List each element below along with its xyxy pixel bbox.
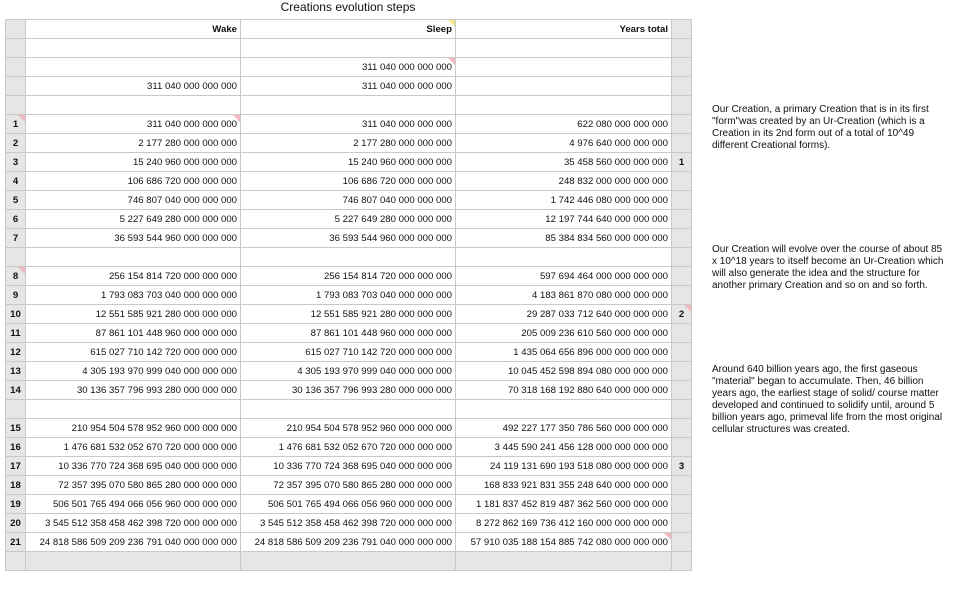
years-total-cell[interactable]: 248 832 000 000 000 000 [456,172,672,191]
years-total-cell[interactable]: 1 435 064 656 896 000 000 000 000 [456,343,672,362]
group-marker-cell[interactable] [672,476,692,495]
group-marker-cell[interactable] [672,495,692,514]
group-marker-cell[interactable] [672,191,692,210]
years-total-cell[interactable]: 70 318 168 192 880 640 000 000 000 [456,381,672,400]
footer-cell [456,552,672,571]
group-marker-cell[interactable] [672,115,692,134]
table-row [6,58,692,77]
group-marker-cell[interactable] [672,286,692,305]
years-total-cell[interactable]: 168 833 921 831 355 248 640 000 000 000 [456,476,672,495]
wake-cell[interactable]: 506 501 765 494 066 056 960 000 000 000 [26,495,241,514]
group-marker-cell[interactable]: 1 [672,153,692,172]
years-total-cell[interactable]: 1 181 837 452 819 487 362 560 000 000 000 [456,495,672,514]
sleep-cell[interactable]: 311 040 000 000 000 [241,77,456,96]
years-total-cell[interactable]: 3 445 590 241 456 128 000 000 000 000 [456,438,672,457]
years-total-cell[interactable]: 205 009 236 610 560 000 000 000 [456,324,672,343]
row-number-cell[interactable]: 8 [6,267,26,286]
wake-cell[interactable]: 746 807 040 000 000 000 [26,191,241,210]
group-marker-cell[interactable] [672,77,692,96]
row-number-cell[interactable]: 14 [6,381,26,400]
years-total-cell[interactable] [456,96,672,115]
years-total-cell[interactable]: 4 976 640 000 000 000 [456,134,672,153]
row-number-cell[interactable] [6,39,26,58]
row-number-cell[interactable]: 1 [6,115,26,134]
table-row [6,77,692,96]
years-total-cell[interactable]: 4 183 861 870 080 000 000 000 [456,286,672,305]
group-marker-cell[interactable] [672,210,692,229]
row-number-cell[interactable] [6,77,26,96]
years-total-cell[interactable]: 622 080 000 000 000 [456,115,672,134]
sleep-cell[interactable]: 4 305 193 970 999 040 000 000 000 [241,362,456,381]
row-number-cell[interactable]: 19 [6,495,26,514]
years-total-cell[interactable]: 8 272 862 169 736 412 160 000 000 000 000 [456,514,672,533]
sleep-cell[interactable] [241,248,456,267]
years-total-cell[interactable]: 12 197 744 640 000 000 000 [456,210,672,229]
table-row [6,191,692,210]
sleep-cell[interactable]: 72 357 395 070 580 865 280 000 000 000 [241,476,456,495]
wake-cell[interactable] [26,248,241,267]
wake-cell[interactable]: 210 954 504 578 952 960 000 000 000 [26,419,241,438]
wake-cell[interactable]: 106 686 720 000 000 000 [26,172,241,191]
group-marker-cell[interactable] [672,229,692,248]
row-number-cell[interactable]: 4 [6,172,26,191]
years-total-cell[interactable] [456,248,672,267]
table-row [6,381,692,400]
table-row [6,248,692,267]
note-material-history: Around 640 billion years ago, the first gaseous "material" began to accumulate. Then, 46 billion years ago, the earliest stage of solid/ course matter developed and continued to solidify until, around 5 billion years ago, primeval life from the most original cellular structures was created. [712,364,943,435]
years-total-cell[interactable] [456,58,672,77]
sleep-cell[interactable]: 12 551 585 921 280 000 000 000 [241,305,456,324]
wake-cell[interactable]: 15 240 960 000 000 000 [26,153,241,172]
group-marker-cell[interactable] [672,343,692,362]
sleep-cell[interactable]: 506 501 765 494 066 056 960 000 000 000 [241,495,456,514]
row-number-cell[interactable]: 21 [6,533,26,552]
row-number-cell[interactable]: 5 [6,191,26,210]
row-number-cell[interactable] [6,248,26,267]
table-row [6,39,692,58]
wake-cell[interactable]: 3 545 512 358 458 462 398 720 000 000 000 [26,514,241,533]
group-marker-cell[interactable] [672,134,692,153]
table-row [6,286,692,305]
years-total-cell[interactable]: 597 694 464 000 000 000 000 [456,267,672,286]
group-marker-cell[interactable] [672,400,692,419]
table-row [6,305,692,324]
sleep-cell[interactable] [241,96,456,115]
row-number-cell[interactable]: 12 [6,343,26,362]
column-header-years-total[interactable]: Years total [456,20,672,39]
row-number-cell[interactable]: 3 [6,153,26,172]
years-total-cell[interactable]: 1 742 446 080 000 000 000 [456,191,672,210]
table-row [6,533,692,552]
group-marker-cell[interactable] [672,248,692,267]
sleep-cell[interactable]: 1 793 083 703 040 000 000 000 [241,286,456,305]
years-total-cell[interactable]: 35 458 560 000 000 000 [456,153,672,172]
years-total-cell[interactable]: 492 227 177 350 786 560 000 000 000 [456,419,672,438]
note-our-creation: Our Creation, a primary Creation that is in its first "form"was created by an Ur-Creation (which is a Creation in its 2nd form out of a total of 10^49 different Creational forms). [712,104,929,151]
sleep-cell[interactable]: 210 954 504 578 952 960 000 000 000 [241,419,456,438]
footer-cell [241,552,456,571]
table-row [6,210,692,229]
table-row [6,229,692,248]
sleep-cell[interactable]: 256 154 814 720 000 000 000 [241,267,456,286]
sleep-cell[interactable]: 24 818 586 509 209 236 791 040 000 000 000 [241,533,456,552]
sleep-cell[interactable]: 36 593 544 960 000 000 000 [241,229,456,248]
table-row [6,115,692,134]
group-marker-cell[interactable] [672,267,692,286]
wake-cell[interactable]: 36 593 544 960 000 000 000 [26,229,241,248]
table-row [6,438,692,457]
group-marker-cell[interactable] [672,324,692,343]
group-marker-cell[interactable] [672,96,692,115]
row-number-cell[interactable]: 2 [6,134,26,153]
row-number-cell[interactable]: 18 [6,476,26,495]
wake-cell[interactable]: 311 040 000 000 000 [26,115,241,134]
table-row [6,96,692,115]
row-number-cell[interactable] [6,400,26,419]
wake-cell[interactable] [26,58,241,77]
spreadsheet-table [5,19,692,571]
wake-cell[interactable]: 5 227 649 280 000 000 000 [26,210,241,229]
note-creation-evolution: Our Creation will evolve over the course of about 85 x 10^18 years to itself become an Ur-Creation which will also generate the idea and the structure for another primary Creation and so on and so forth. [712,244,944,291]
sleep-cell[interactable]: 1 476 681 532 052 670 720 000 000 000 [241,438,456,457]
row-number-cell[interactable]: 20 [6,514,26,533]
wake-cell[interactable]: 87 861 101 448 960 000 000 000 [26,324,241,343]
sleep-cell[interactable]: 30 136 357 796 993 280 000 000 000 [241,381,456,400]
years-total-cell[interactable]: 85 384 834 560 000 000 000 [456,229,672,248]
group-marker-cell[interactable] [672,514,692,533]
wake-cell[interactable]: 615 027 710 142 720 000 000 000 [26,343,241,362]
row-number-cell[interactable]: 6 [6,210,26,229]
sleep-cell[interactable] [241,39,456,58]
column-header-wake[interactable]: Wake [26,20,241,39]
table-row [6,172,692,191]
wake-cell[interactable]: 256 154 814 720 000 000 000 [26,267,241,286]
sleep-cell[interactable] [241,400,456,419]
row-number-cell[interactable]: 16 [6,438,26,457]
sleep-cell[interactable]: 2 177 280 000 000 000 [241,134,456,153]
wake-cell[interactable]: 1 476 681 532 052 670 720 000 000 000 [26,438,241,457]
years-total-cell[interactable]: 24 119 131 690 193 518 080 000 000 000 [456,457,672,476]
sleep-cell[interactable]: 311 040 000 000 000 [241,58,456,77]
table-row [6,362,692,381]
footer-row [6,552,692,571]
row-number-cell[interactable]: 13 [6,362,26,381]
table-row [6,476,692,495]
table-row [6,134,692,153]
wake-cell[interactable]: 311 040 000 000 000 [26,77,241,96]
table-row [6,419,692,438]
wake-cell[interactable]: 2 177 280 000 000 000 [26,134,241,153]
sleep-cell[interactable]: 746 807 040 000 000 000 [241,191,456,210]
years-total-cell[interactable]: 10 045 452 598 894 080 000 000 000 [456,362,672,381]
years-total-cell[interactable] [456,39,672,58]
column-header-sleep[interactable]: Sleep [241,20,456,39]
group-marker-cell[interactable]: 2 [672,305,692,324]
group-marker-cell[interactable] [672,172,692,191]
wake-cell[interactable]: 10 336 770 724 368 695 040 000 000 000 [26,457,241,476]
table-row [6,343,692,362]
wake-cell[interactable]: 24 818 586 509 209 236 791 040 000 000 000 [26,533,241,552]
sleep-cell[interactable]: 10 336 770 724 368 695 040 000 000 000 [241,457,456,476]
wake-cell[interactable]: 12 551 585 921 280 000 000 000 [26,305,241,324]
table-row [6,514,692,533]
years-total-cell[interactable] [456,400,672,419]
sleep-cell[interactable]: 15 240 960 000 000 000 [241,153,456,172]
wake-cell[interactable]: 72 357 395 070 580 865 280 000 000 000 [26,476,241,495]
row-number-cell[interactable] [6,58,26,77]
row-number-cell[interactable] [6,96,26,115]
row-number-cell[interactable]: 11 [6,324,26,343]
sleep-cell[interactable]: 311 040 000 000 000 [241,115,456,134]
wake-cell[interactable] [26,400,241,419]
sleep-cell[interactable]: 87 861 101 448 960 000 000 000 [241,324,456,343]
years-total-cell[interactable]: 57 910 035 188 154 885 742 080 000 000 000 [456,533,672,552]
table-row [6,457,692,476]
table-row [6,153,692,172]
row-number-cell[interactable]: 7 [6,229,26,248]
wake-cell[interactable]: 30 136 357 796 993 280 000 000 000 [26,381,241,400]
group-marker-cell[interactable] [672,533,692,552]
table-row [6,495,692,514]
footer-cell [6,552,26,571]
wake-cell[interactable] [26,96,241,115]
group-marker-cell[interactable] [672,39,692,58]
table-row [6,400,692,419]
row-number-cell[interactable]: 10 [6,305,26,324]
group-marker-cell[interactable] [672,419,692,438]
years-total-cell[interactable] [456,77,672,96]
row-number-cell[interactable]: 9 [6,286,26,305]
group-marker-cell[interactable] [672,58,692,77]
corner-cell[interactable] [6,20,26,39]
header-row [6,20,692,39]
wake-cell[interactable] [26,39,241,58]
footer-cell [26,552,241,571]
sleep-cell[interactable]: 5 227 649 280 000 000 000 [241,210,456,229]
group-marker-cell[interactable] [672,438,692,457]
group-marker-cell[interactable] [672,362,692,381]
table-row [6,267,692,286]
sleep-cell[interactable]: 3 545 512 358 458 462 398 720 000 000 000 [241,514,456,533]
table-row [6,324,692,343]
wake-cell[interactable]: 1 793 083 703 040 000 000 000 [26,286,241,305]
group-marker-cell[interactable] [672,381,692,400]
sheet-title: Creations evolution steps [280,0,416,14]
gutter-header [672,20,692,39]
footer-cell [672,552,692,571]
years-total-cell[interactable]: 29 287 033 712 640 000 000 000 [456,305,672,324]
group-marker-cell[interactable]: 3 [672,457,692,476]
wake-cell[interactable]: 4 305 193 970 999 040 000 000 000 [26,362,241,381]
row-number-cell[interactable]: 15 [6,419,26,438]
row-number-cell[interactable]: 17 [6,457,26,476]
sleep-cell[interactable]: 106 686 720 000 000 000 [241,172,456,191]
sleep-cell[interactable]: 615 027 710 142 720 000 000 000 [241,343,456,362]
